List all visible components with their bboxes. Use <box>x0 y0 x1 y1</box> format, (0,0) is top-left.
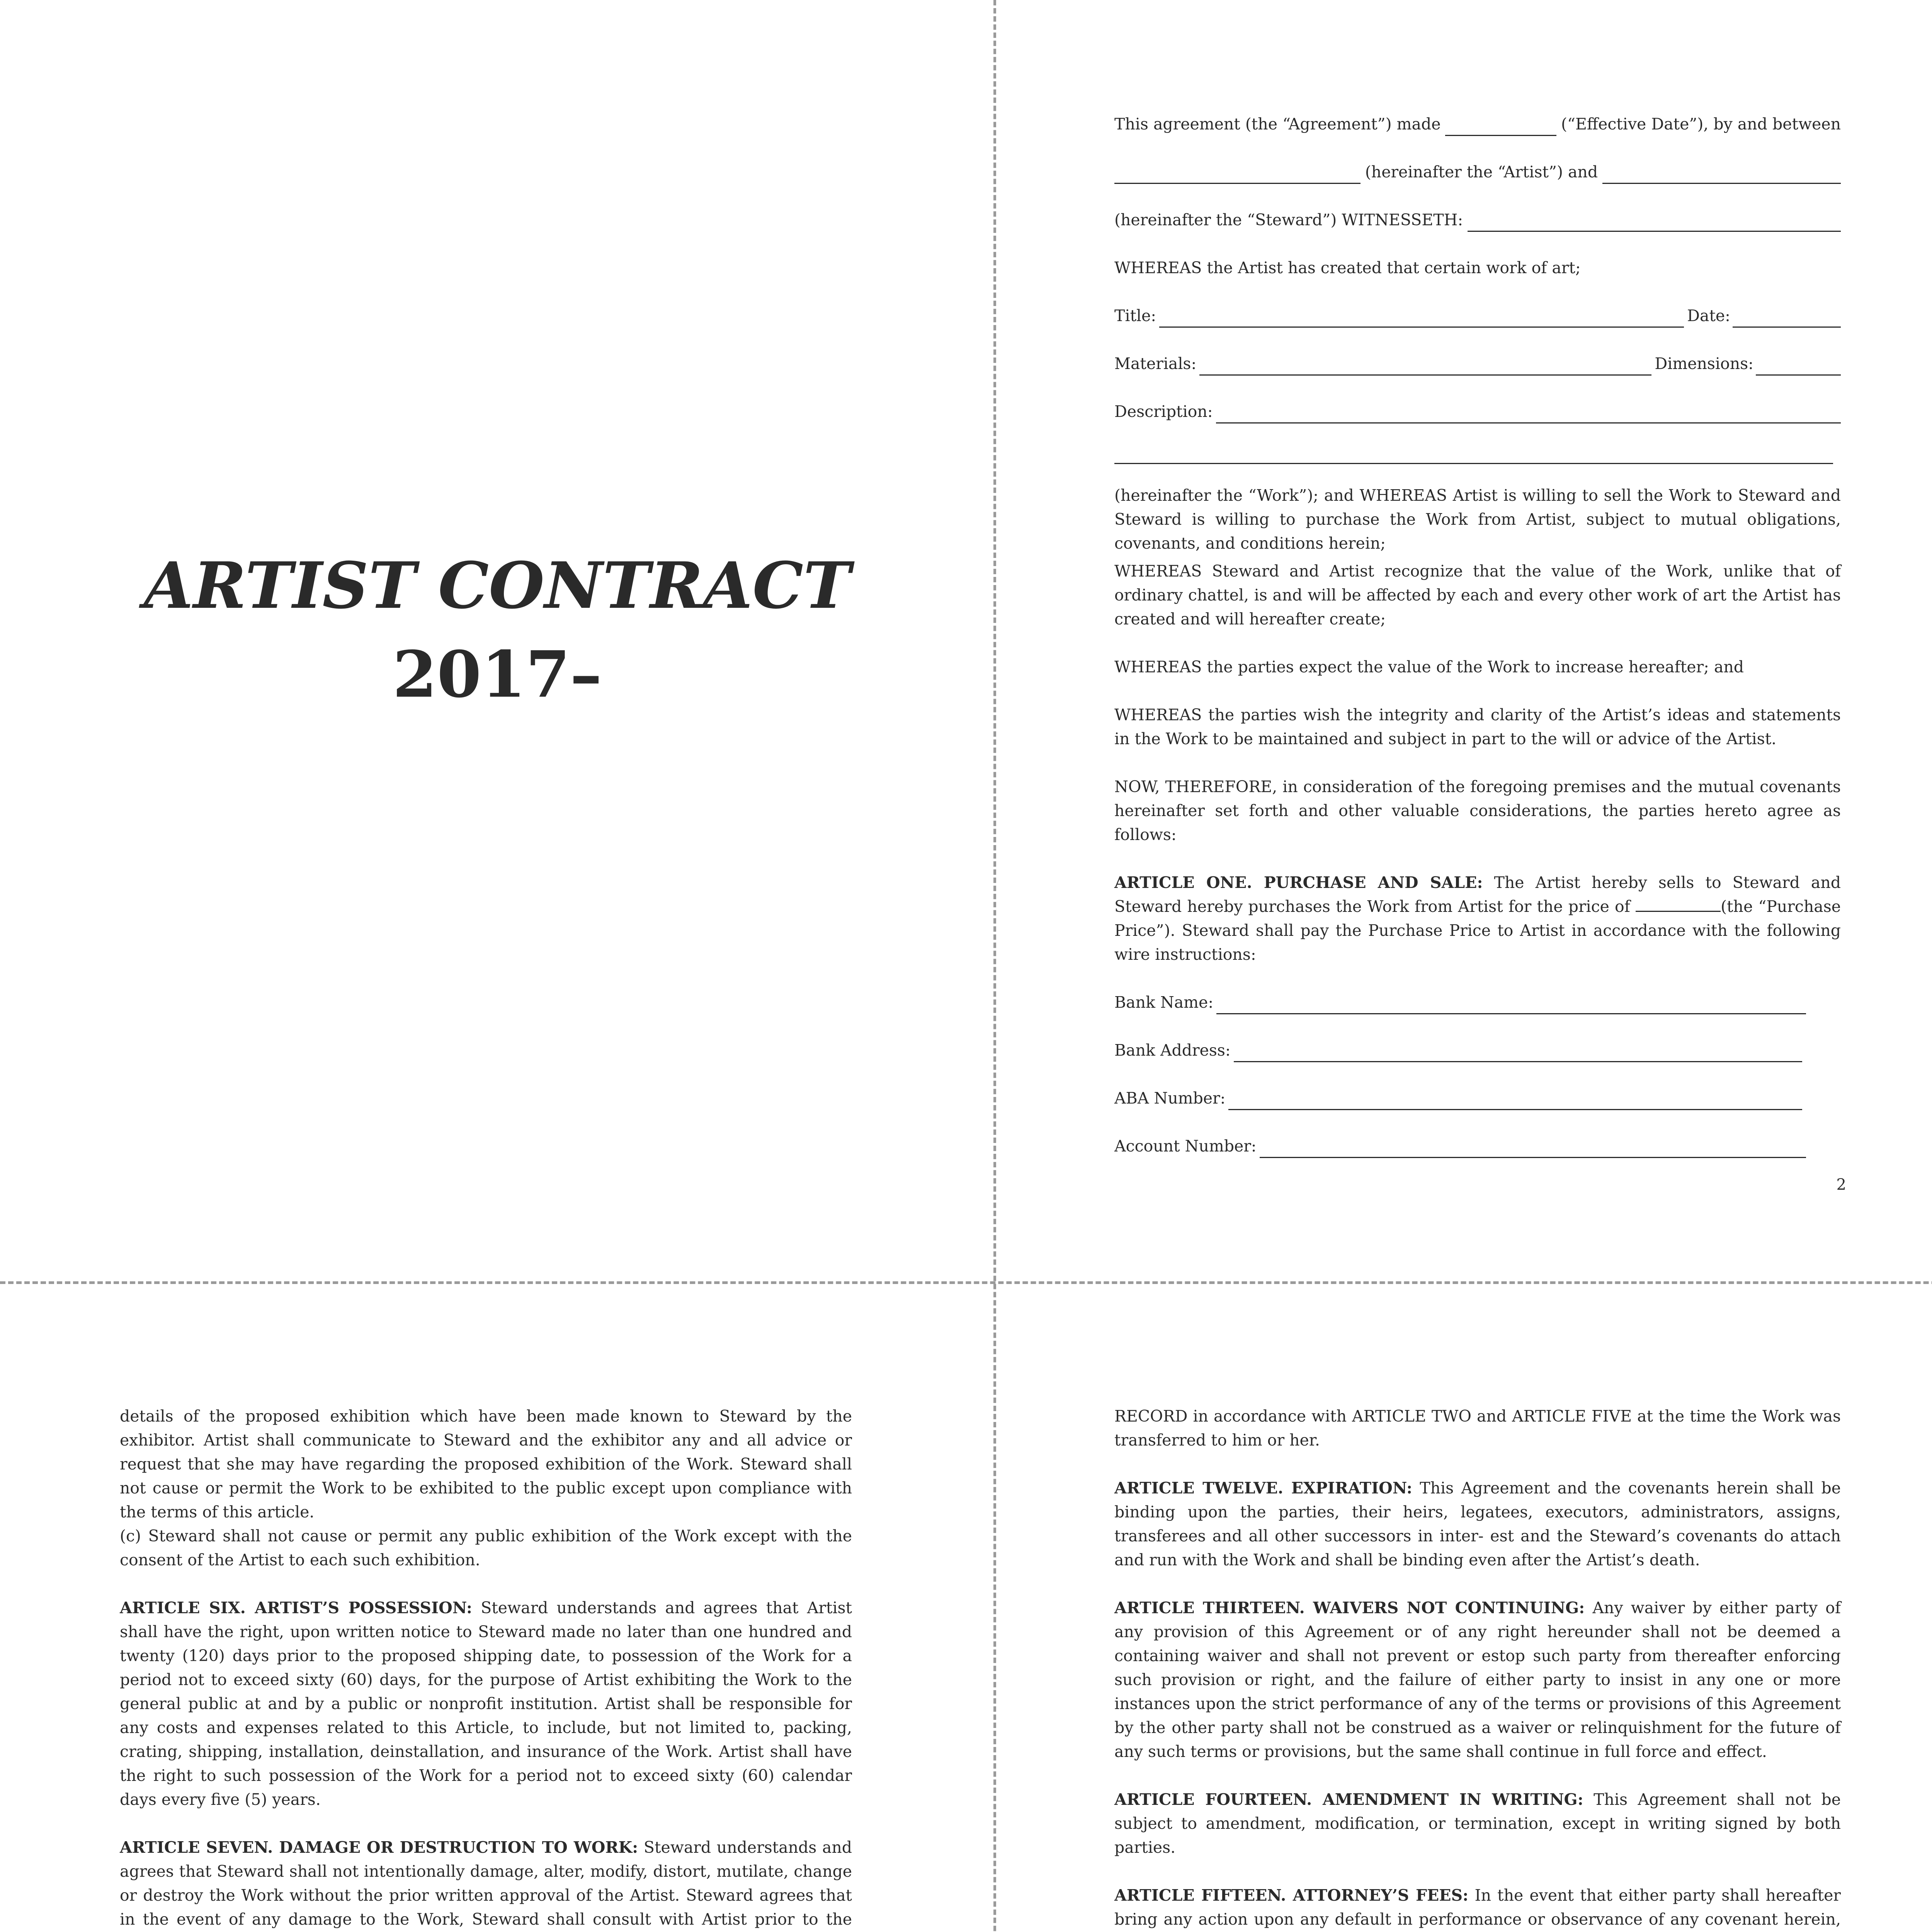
aba-number-label: ABA Number: <box>1114 1089 1226 1107</box>
account-number-field[interactable] <box>1260 1140 1806 1158</box>
article-one-heading: ARTICLE ONE. PURCHASE AND SALE: <box>1114 873 1483 892</box>
description-field[interactable] <box>1216 405 1841 423</box>
page-number: 2 <box>1836 1176 1846 1194</box>
whereas-created: WHEREAS the Artist has created that certain work of art; <box>1114 259 1581 277</box>
description-field-line-2[interactable] <box>1114 447 1833 464</box>
intro-text-1a: This agreement (the “Agreement”) made <box>1114 115 1441 133</box>
whereas-integrity: WHEREAS the parties wish the integrity and clarity of the Artist’s ideas and statements in the Work to be maintained and subject in part to the will or advice of the Artist. <box>1114 706 1841 748</box>
cover-title: ARTIST CONTRACT <box>144 548 851 623</box>
page-5 <box>995 1282 1932 1932</box>
account-number-label: Account Number: <box>1114 1137 1257 1155</box>
article-one <box>1114 871 1841 966</box>
article-six-text: Steward understands and agrees that Artist shall have the right, upon written notice to Steward made no later than one hundred and twenty (120) days prior to the proposed shipping date, to possession of the Work for a period not to exceed sixty (60) days, for the purpose of Artist exhibiting the Work to the general public at and by a public or nonprofit institution. Artist shall be responsible for any costs and expenses related to this Article, to include, but not limited to, packing, crating, shipping, installation, deinstallation, and insurance of the Work. Artist shall have the right to such possession of the Work for a period not to exceed sixty (60) calendar days every five (5) years. <box>120 1599 852 1809</box>
article-seven <box>120 1835 852 1932</box>
dimensions-field[interactable] <box>1756 357 1841 376</box>
bank-address-row <box>1114 1038 1802 1062</box>
page-2 <box>995 0 1932 1282</box>
article-six <box>120 1596 852 1811</box>
article-fourteen-text: This Agreement shall not be subject to amendment, modification, or termination, except in writing signed by both parties. <box>1114 1790 1841 1857</box>
date-label: Date: <box>1687 306 1730 325</box>
description-label: Description: <box>1114 402 1213 421</box>
article-seven-text: Steward understands and agrees that Steward shall not intentionally damage, alter, modify, distort, mutilate, change or destroy the Work without the prior written approval of the Artist. Steward agrees that in the event of any damage to the Work, Steward shall consult with Artist prior to the <box>120 1838 852 1929</box>
article-fifteen-heading: ARTICLE FIFTEEN. ATTORNEY’S FEES: <box>1114 1886 1469 1905</box>
page-2-content <box>1114 112 1841 1182</box>
materials-field[interactable] <box>1199 357 1651 376</box>
cover-year: 2017– <box>393 637 602 712</box>
whereas-work: (hereinafter the “Work”); and WHEREAS Artist is willing to sell the Work to Steward and Steward is willing to purchase the Work from Artist, subject to mutual obligations, covenants, and conditions herein; <box>1114 486 1841 553</box>
now-therefore: NOW, THEREFORE, in consideration of the foregoing premises and the mutual covenants hereinafter set forth and other valuable considerations, the parties hereto agree as follows: <box>1114 777 1841 844</box>
article-fourteen-heading: ARTICLE FOURTEEN. AMENDMENT IN WRITING: <box>1114 1790 1583 1809</box>
intro-text-2: (hereinafter the “Artist”) and <box>1365 163 1598 181</box>
purchase-price-field[interactable] <box>1636 899 1721 912</box>
bank-name-row <box>1114 990 1806 1014</box>
bank-name-field[interactable] <box>1216 996 1806 1014</box>
aba-number-field[interactable] <box>1228 1092 1802 1110</box>
steward-name-field[interactable] <box>1602 166 1841 184</box>
article-twelve-heading: ARTICLE TWELVE. EXPIRATION: <box>1114 1479 1412 1497</box>
article-twelve-text: This Agreement and the covenants herein shall be binding upon the parties, their heirs, legatees, executors, administrators, assigns, transferees and all other successors in inter- est and the Steward’s covenants do attach and run with the Work and shall be binding even after the Artist’s death. <box>1114 1479 1841 1569</box>
exhibition-c: (c) Steward shall not cause or permit any public exhibition of the Work except with the consent of the Artist to each such exhibition. <box>120 1527 852 1569</box>
article-fifteen-text: In the event that either party shall hereafter bring any action upon any default in performance or observance of any covenant herein, <box>1114 1886 1841 1929</box>
intro-text-3: (hereinafter the “Steward”) WITNESSETH: <box>1114 211 1463 229</box>
page-4-content <box>120 1404 852 1932</box>
title-label: Title: <box>1114 306 1156 325</box>
article-thirteen-text: Any waiver by either party of any provision of this Agreement or of any right hereunder shall not be deemed a containing waiver and shall not prevent or estop such party from thereafter enforcing such provision or right, and the failure of either party to insist in any one or more instances upon the strict performance of any of the terms or provisions of this Agreement by the other party shall not be construed as a waiver or relinquishment for the future of any such terms or provisions, but the same shall continue in full force and effect. <box>1114 1599 1841 1761</box>
article-seven-heading: ARTICLE SEVEN. DAMAGE OR DESTRUCTION TO WORK: <box>120 1838 638 1857</box>
intro-line-3 <box>1114 208 1841 232</box>
article-thirteen-heading: ARTICLE THIRTEEN. WAIVERS NOT CONTINUING: <box>1114 1599 1585 1617</box>
aba-number-row <box>1114 1086 1802 1110</box>
bank-address-field[interactable] <box>1234 1044 1802 1062</box>
page-cover <box>0 0 995 1282</box>
effective-date-field[interactable] <box>1445 118 1556 136</box>
article-thirteen <box>1114 1596 1841 1764</box>
intro-line-2 <box>1114 160 1841 184</box>
date-field[interactable] <box>1733 310 1841 328</box>
page-4 <box>0 1282 995 1932</box>
title-field[interactable] <box>1159 310 1684 328</box>
materials-label: Materials: <box>1114 354 1197 373</box>
article-one-text-2: (the “Purchase Price”). Steward shall pay the Purchase Price to Artist in accordance with the following wire instructions: <box>1114 897 1841 964</box>
article-fifteen <box>1114 1883 1841 1932</box>
bank-name-label: Bank Name: <box>1114 993 1214 1012</box>
title-date-row <box>1114 304 1841 328</box>
materials-dimensions-row <box>1114 352 1841 376</box>
artist-name-field[interactable] <box>1114 166 1361 184</box>
whereas-value: WHEREAS Steward and Artist recognize that the value of the Work, unlike that of ordinary chattel, is and will be affected by each and every other work of art the Artist has created and will hereafter create; <box>1114 562 1841 628</box>
intro-text-1b: (“Effective Date”), by and between <box>1561 115 1841 133</box>
dimensions-label: Dimensions: <box>1655 354 1753 373</box>
article-one-text-1: The Artist hereby sells to Steward and Steward hereby purchases the Work from Artist for the price of <box>1114 873 1841 916</box>
description-row <box>1114 400 1841 423</box>
intro-line-1 <box>1114 112 1841 136</box>
whereas-expect: WHEREAS the parties expect the value of the Work to increase hereafter; and <box>1114 658 1744 676</box>
bank-address-label: Bank Address: <box>1114 1041 1231 1060</box>
article-fourteen <box>1114 1787 1841 1859</box>
exhibition-details: details of the proposed exhibition which have been made known to Steward by the exhibitor. Artist shall communicate to Steward and the exhibitor any and all advice or request that she may have regarding the proposed exhibition of the Work. Steward shall not cause or permit the Work to be exhibited to the public except upon compliance with the terms of this article. <box>120 1407 852 1521</box>
witnesseth-field[interactable] <box>1468 214 1841 232</box>
page-5-content <box>1114 1404 1841 1932</box>
account-number-row <box>1114 1134 1806 1158</box>
record-continuation: RECORD in accordance with ARTICLE TWO and ARTICLE FIVE at the time the Work was transferred to him or her. <box>1114 1407 1841 1449</box>
article-six-heading: ARTICLE SIX. ARTIST’S POSSESSION: <box>120 1599 473 1617</box>
article-twelve <box>1114 1476 1841 1572</box>
